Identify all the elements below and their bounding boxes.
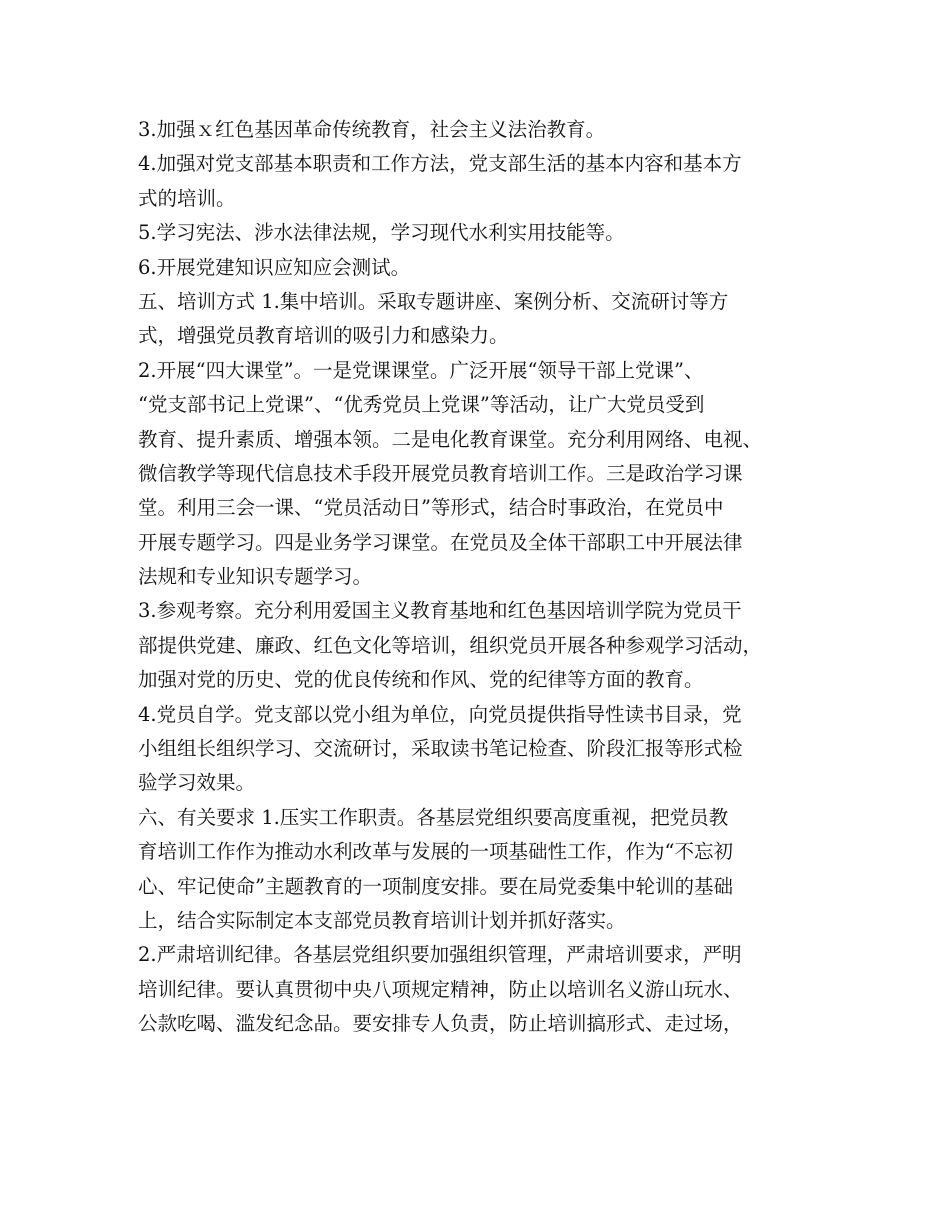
text-line: 式，增强党员教育培训的吸引力和感染力。 <box>138 324 509 348</box>
text-line: 公款吃喝、滥发纪念品。要安排专人负责，防止培训搞形式、走过场， <box>138 1012 743 1036</box>
text-line: “党支部书记上党课”、“优秀党员上党课”等活动，让广大党员受到 <box>138 393 705 417</box>
text-line: 微信教学等现代信息技术手段开展党员教育培训工作。三是政治学习课 <box>138 461 743 485</box>
text-line: 4.党员自学。党支部以党小组为单位，向党员提供指导性读书目录，党 <box>138 702 742 726</box>
document-body <box>138 113 828 1042</box>
text-line: 部提供党建、廉政、红色文化等培训，组织党员开展各种参观学习活动， <box>138 633 763 657</box>
text-line: 5.学习宪法、涉水法律法规，学习现代水利实用技能等。 <box>138 221 625 245</box>
text-line: 式的培训。 <box>138 186 236 210</box>
text-line: 2.开展“四大课堂”。一是党课课堂。广泛开展“领导干部上党课”、 <box>138 358 704 382</box>
text-line: 堂。利用三会一课、“党员活动日”等形式，结合时事政治，在党员中 <box>138 496 724 520</box>
text-line: 小组组长组织学习、交流研讨，采取读书笔记检查、阶段汇报等形式检 <box>138 737 743 761</box>
text-line: 验学习效果。 <box>138 771 256 795</box>
text-line: 法规和专业知识专题学习。 <box>138 565 373 589</box>
text-line: 加强对党的历史、党的优良传统和作风、党的纪律等方面的教育。 <box>138 668 704 692</box>
text-line: 心、牢记使命”主题教育的一项制度安排。要在局党委集中轮训的基础 <box>138 874 733 898</box>
text-line: 4.加强对党支部基本职责和工作方法，党支部生活的基本内容和基本方 <box>138 152 742 176</box>
text-line: 3.加强ｘ红色基因革命传统教育，社会主义法治教育。 <box>138 118 606 141</box>
text-line: 6.开展党建知识应知应会测试。 <box>138 255 411 279</box>
text-line: 开展专题学习。四是业务学习课堂。在党员及全体干部职工中开展法律 <box>138 530 743 554</box>
text-line: 3.参观考察。充分利用爱国主义教育基地和红色基因培训学院为党员干 <box>138 599 742 623</box>
text-line: 育培训工作作为推动水利改革与发展的一项基础性工作，作为“不忘初 <box>138 840 733 864</box>
text-line: 2.严肃培训纪律。各基层党组织要加强组织管理，严肃培训要求，严明 <box>138 943 742 967</box>
text-line: 培训纪律。要认真贯彻中央八项规定精神，防止以培训名义游山玩水、 <box>138 977 743 1001</box>
text-line: 上，结合实际制定本支部党员教育培训计划并抓好落实。 <box>138 908 626 932</box>
section-heading-line: 六、有关要求 1.压实工作职责。各基层党组织要高度重视，把党员教 <box>138 805 729 829</box>
section-heading-line: 五、培训方式 1.集中培训。采取专题讲座、案例分析、交流研讨等方 <box>138 289 729 313</box>
text-line: 教育、提升素质、增强本领。二是电化教育课堂。充分利用网络、电视、 <box>138 427 763 451</box>
